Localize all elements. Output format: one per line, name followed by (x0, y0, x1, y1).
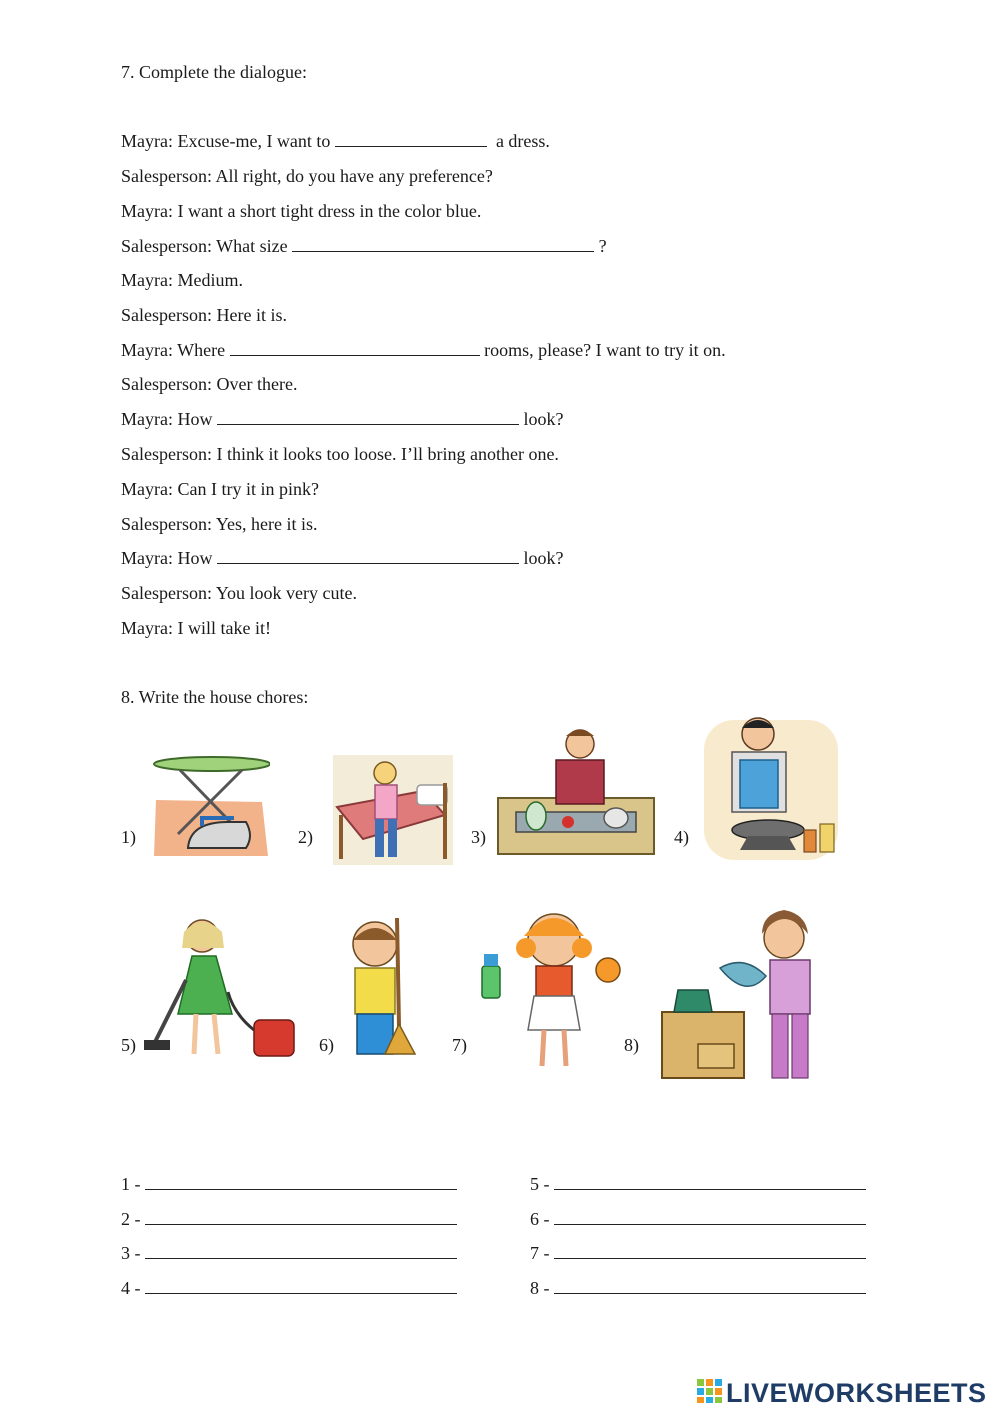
dialogue-line: Salesperson: I think it looks too loose. I’ll bring another one. (121, 444, 559, 464)
cleaning-spray-icon (462, 900, 640, 1072)
dialogue-line: Salesperson: You look very cute. (121, 583, 357, 603)
answer-field[interactable] (554, 1210, 866, 1225)
dialogue-text: a dress. (486, 131, 550, 151)
answer-field[interactable] (145, 1210, 457, 1225)
answer-label: 4 - (121, 1278, 141, 1298)
vacuuming-icon (142, 914, 296, 1064)
dialogue-text: rooms, please? I want to try it on. (479, 340, 726, 360)
answer-row (530, 1242, 866, 1264)
dialogue-text: Mayra: How (121, 409, 217, 429)
answer-label: 1 - (121, 1174, 141, 1194)
dialogue-line: Mayra: Can I try it in pink? (121, 479, 319, 499)
answer-blank[interactable] (217, 408, 519, 425)
dialogue-text: look? (518, 548, 564, 568)
section-8-heading: 8. Write the house chores: (121, 687, 309, 707)
dialogue-line: Salesperson: All right, do you have any preference? (121, 166, 493, 186)
dialogue-line (121, 547, 563, 569)
picture-number: 8) (624, 1035, 639, 1055)
dialogue-text: Mayra: Excuse-me, I want to (121, 131, 335, 151)
dialogue-line (121, 130, 550, 152)
answer-field[interactable] (145, 1279, 457, 1294)
picture-number: 2) (298, 827, 313, 847)
dialogue-text: ? (594, 236, 607, 256)
answer-field[interactable] (554, 1175, 866, 1190)
dialogue-line: Salesperson: Over there. (121, 374, 298, 394)
dialogue-line (121, 408, 563, 430)
answer-blank[interactable] (230, 339, 480, 356)
answer-field[interactable] (554, 1244, 866, 1259)
dialogue-line (121, 235, 607, 257)
answer-field[interactable] (145, 1244, 457, 1259)
dialogue-text: Salesperson: What size (121, 236, 293, 256)
answer-row (530, 1277, 866, 1299)
section-7-heading: 7. Complete the dialogue: (121, 62, 307, 82)
dialogue-text: look? (518, 409, 564, 429)
answer-blank[interactable] (335, 130, 487, 147)
answer-row (530, 1173, 866, 1195)
answer-row (121, 1242, 457, 1264)
dialogue-line: Mayra: I want a short tight dress in the color blue. (121, 201, 482, 221)
answer-label: 7 - (530, 1243, 550, 1263)
dialogue-line: Salesperson: Here it is. (121, 305, 287, 325)
picture-number: 1) (121, 827, 136, 847)
answer-row (121, 1173, 457, 1195)
picture-number: 3) (471, 827, 486, 847)
answer-label: 3 - (121, 1243, 141, 1263)
dialogue-line: Mayra: I will take it! (121, 618, 271, 638)
picture-number: 4) (674, 827, 689, 847)
cooking-icon (696, 712, 846, 866)
answer-label: 8 - (530, 1278, 550, 1298)
answer-row (121, 1277, 457, 1299)
logo-grid-icon (697, 1379, 723, 1408)
brand-name: LIVEWORKSHEETS (726, 1377, 987, 1408)
answer-row (530, 1208, 866, 1230)
liveworksheets-logo[interactable] (697, 1378, 987, 1408)
answer-field[interactable] (554, 1279, 866, 1294)
answer-row (121, 1208, 457, 1230)
picture-number: 5) (121, 1035, 136, 1055)
making-bed-icon (333, 755, 453, 865)
answer-label: 5 - (530, 1174, 550, 1194)
ironing-board-icon (150, 752, 270, 860)
answer-blank[interactable] (217, 547, 519, 564)
dialogue-text: Mayra: Where (121, 340, 230, 360)
dialogue-text: Mayra: How (121, 548, 217, 568)
sweeping-icon (345, 914, 425, 1060)
picture-number: 7) (452, 1035, 467, 1055)
dusting-icon (658, 904, 836, 1088)
answer-label: 2 - (121, 1209, 141, 1229)
washing-dishes-icon (496, 726, 656, 858)
dialogue-line (121, 339, 726, 361)
answer-label: 6 - (530, 1209, 550, 1229)
answer-blank[interactable] (292, 235, 594, 252)
picture-number: 6) (319, 1035, 334, 1055)
answer-field[interactable] (145, 1175, 457, 1190)
dialogue-line: Mayra: Medium. (121, 270, 243, 290)
dialogue-line: Salesperson: Yes, here it is. (121, 514, 318, 534)
